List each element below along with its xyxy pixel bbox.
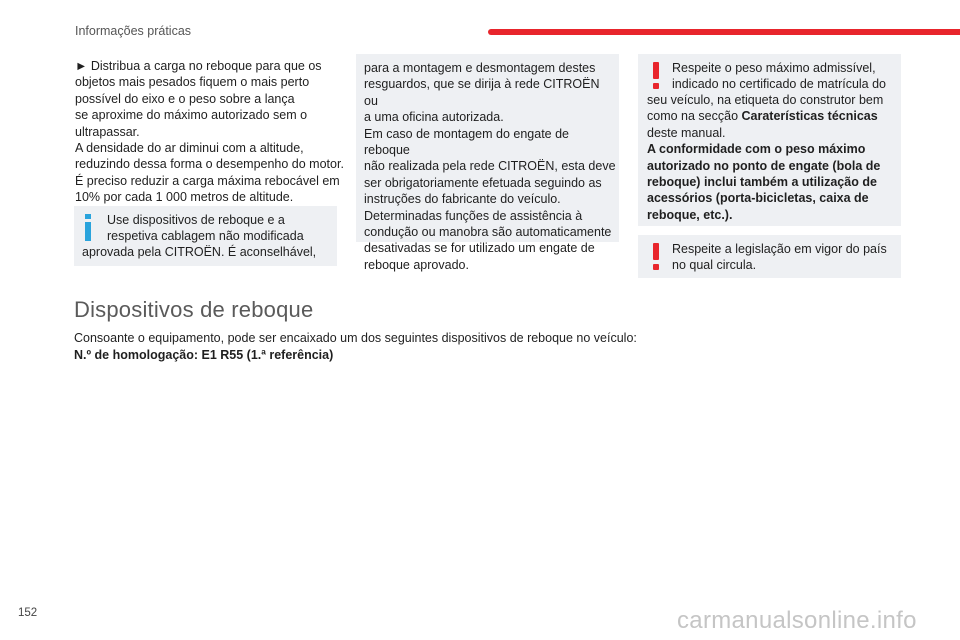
info-line: respetiva cablagem não modificada	[107, 229, 304, 243]
continued-info-text	[364, 60, 616, 273]
text-line: A densidade do ar diminui com a altitude,	[75, 141, 304, 156]
text-line: não realizada pela rede CITROËN, esta deve	[364, 159, 616, 174]
continued-info-box	[356, 54, 619, 272]
warning-text	[647, 92, 897, 223]
text-line: É preciso reduzir a carga máxima rebocável em	[75, 173, 340, 188]
bold-warning-line: reboque) inclui também a utilização de	[647, 175, 877, 190]
warning-line: no qual circula.	[672, 258, 757, 272]
bold-warning-line: reboque, etc.).	[647, 207, 733, 222]
warning-line: Respeite a legislação em vigor do país	[672, 242, 887, 256]
warning-line	[647, 108, 897, 124]
warning-line: deste manual.	[647, 125, 726, 140]
page-number: 152	[18, 607, 38, 619]
text-line: reboque aprovado.	[364, 257, 469, 272]
text-line: ► Distribua a carga no reboque para que os	[75, 59, 322, 73]
text-line: resguardos, que se dirija à rede CITROËN ou	[364, 77, 600, 108]
text-line: objetos mais pesados fiquem o mais perto	[75, 75, 310, 90]
text-line: reduzindo dessa forma o desempenho do motor.	[75, 157, 344, 172]
info-box	[74, 206, 337, 266]
warning-line: seu veículo, na etiqueta do construtor bem	[647, 93, 884, 107]
bold-warning-line: A conformidade com o peso máximo	[647, 142, 866, 157]
text-line: para a montagem e desmontagem destes	[364, 61, 596, 75]
section-heading: Dispositivos de reboque	[74, 297, 314, 322]
bold-warning-line: acessórios (porta-bicicletas, caixa de	[647, 191, 869, 206]
technical-specs-reference: Caraterísticas técnicas	[741, 109, 878, 124]
watermark: carmanualsonline.info	[677, 607, 917, 634]
text-line: se aproxime do máximo autorizado sem o	[75, 108, 308, 123]
text-line: ultrapassar.	[75, 124, 140, 139]
warning-line: Respeite o peso máximo admissível,	[672, 61, 876, 75]
section-intro	[74, 330, 654, 363]
bold-warning-line: autorizado no ponto de engate (bola de	[647, 158, 881, 173]
intro-text: Consoante o equipamento, pode ser encaixado um dos seguintes dispositivos de reboque no veículo:	[74, 331, 637, 345]
left-column-text	[75, 58, 345, 206]
info-icon	[84, 214, 92, 241]
text-line: condução ou manobra são automaticamente	[364, 225, 612, 240]
text-line: desativadas se for utilizado um engate de	[364, 241, 595, 256]
text-line: Determinadas funções de assistência à	[364, 208, 583, 223]
info-line: aprovada pela CITROËN. É aconselhável,	[82, 245, 317, 259]
warning-line: indicado no certificado de matrícula do	[672, 77, 887, 91]
text-line: 10% por cada 1 000 metros de altitude.	[75, 190, 294, 205]
homologation-number: N.º de homologação: E1 R55 (1.ª referência)	[74, 347, 334, 362]
warning-line-prefix: como na secção	[647, 109, 742, 124]
text-line: possível do eixo e o peso sobre a lança	[75, 91, 295, 106]
warning-box-legislation	[638, 235, 901, 278]
section-header: Informações práticas	[75, 24, 192, 38]
warning-box-weight	[638, 54, 901, 226]
text-line: a uma oficina autorizada.	[364, 110, 504, 125]
text-line: instruções do fabricante do veículo.	[364, 192, 561, 207]
info-line: Use dispositivos de reboque e a	[107, 213, 285, 227]
text-line: Em caso de montagem do engate de reboque	[364, 126, 569, 158]
text-line: ser obrigatoriamente efetuada seguindo as	[364, 175, 602, 190]
header-accent-bar	[488, 29, 960, 35]
